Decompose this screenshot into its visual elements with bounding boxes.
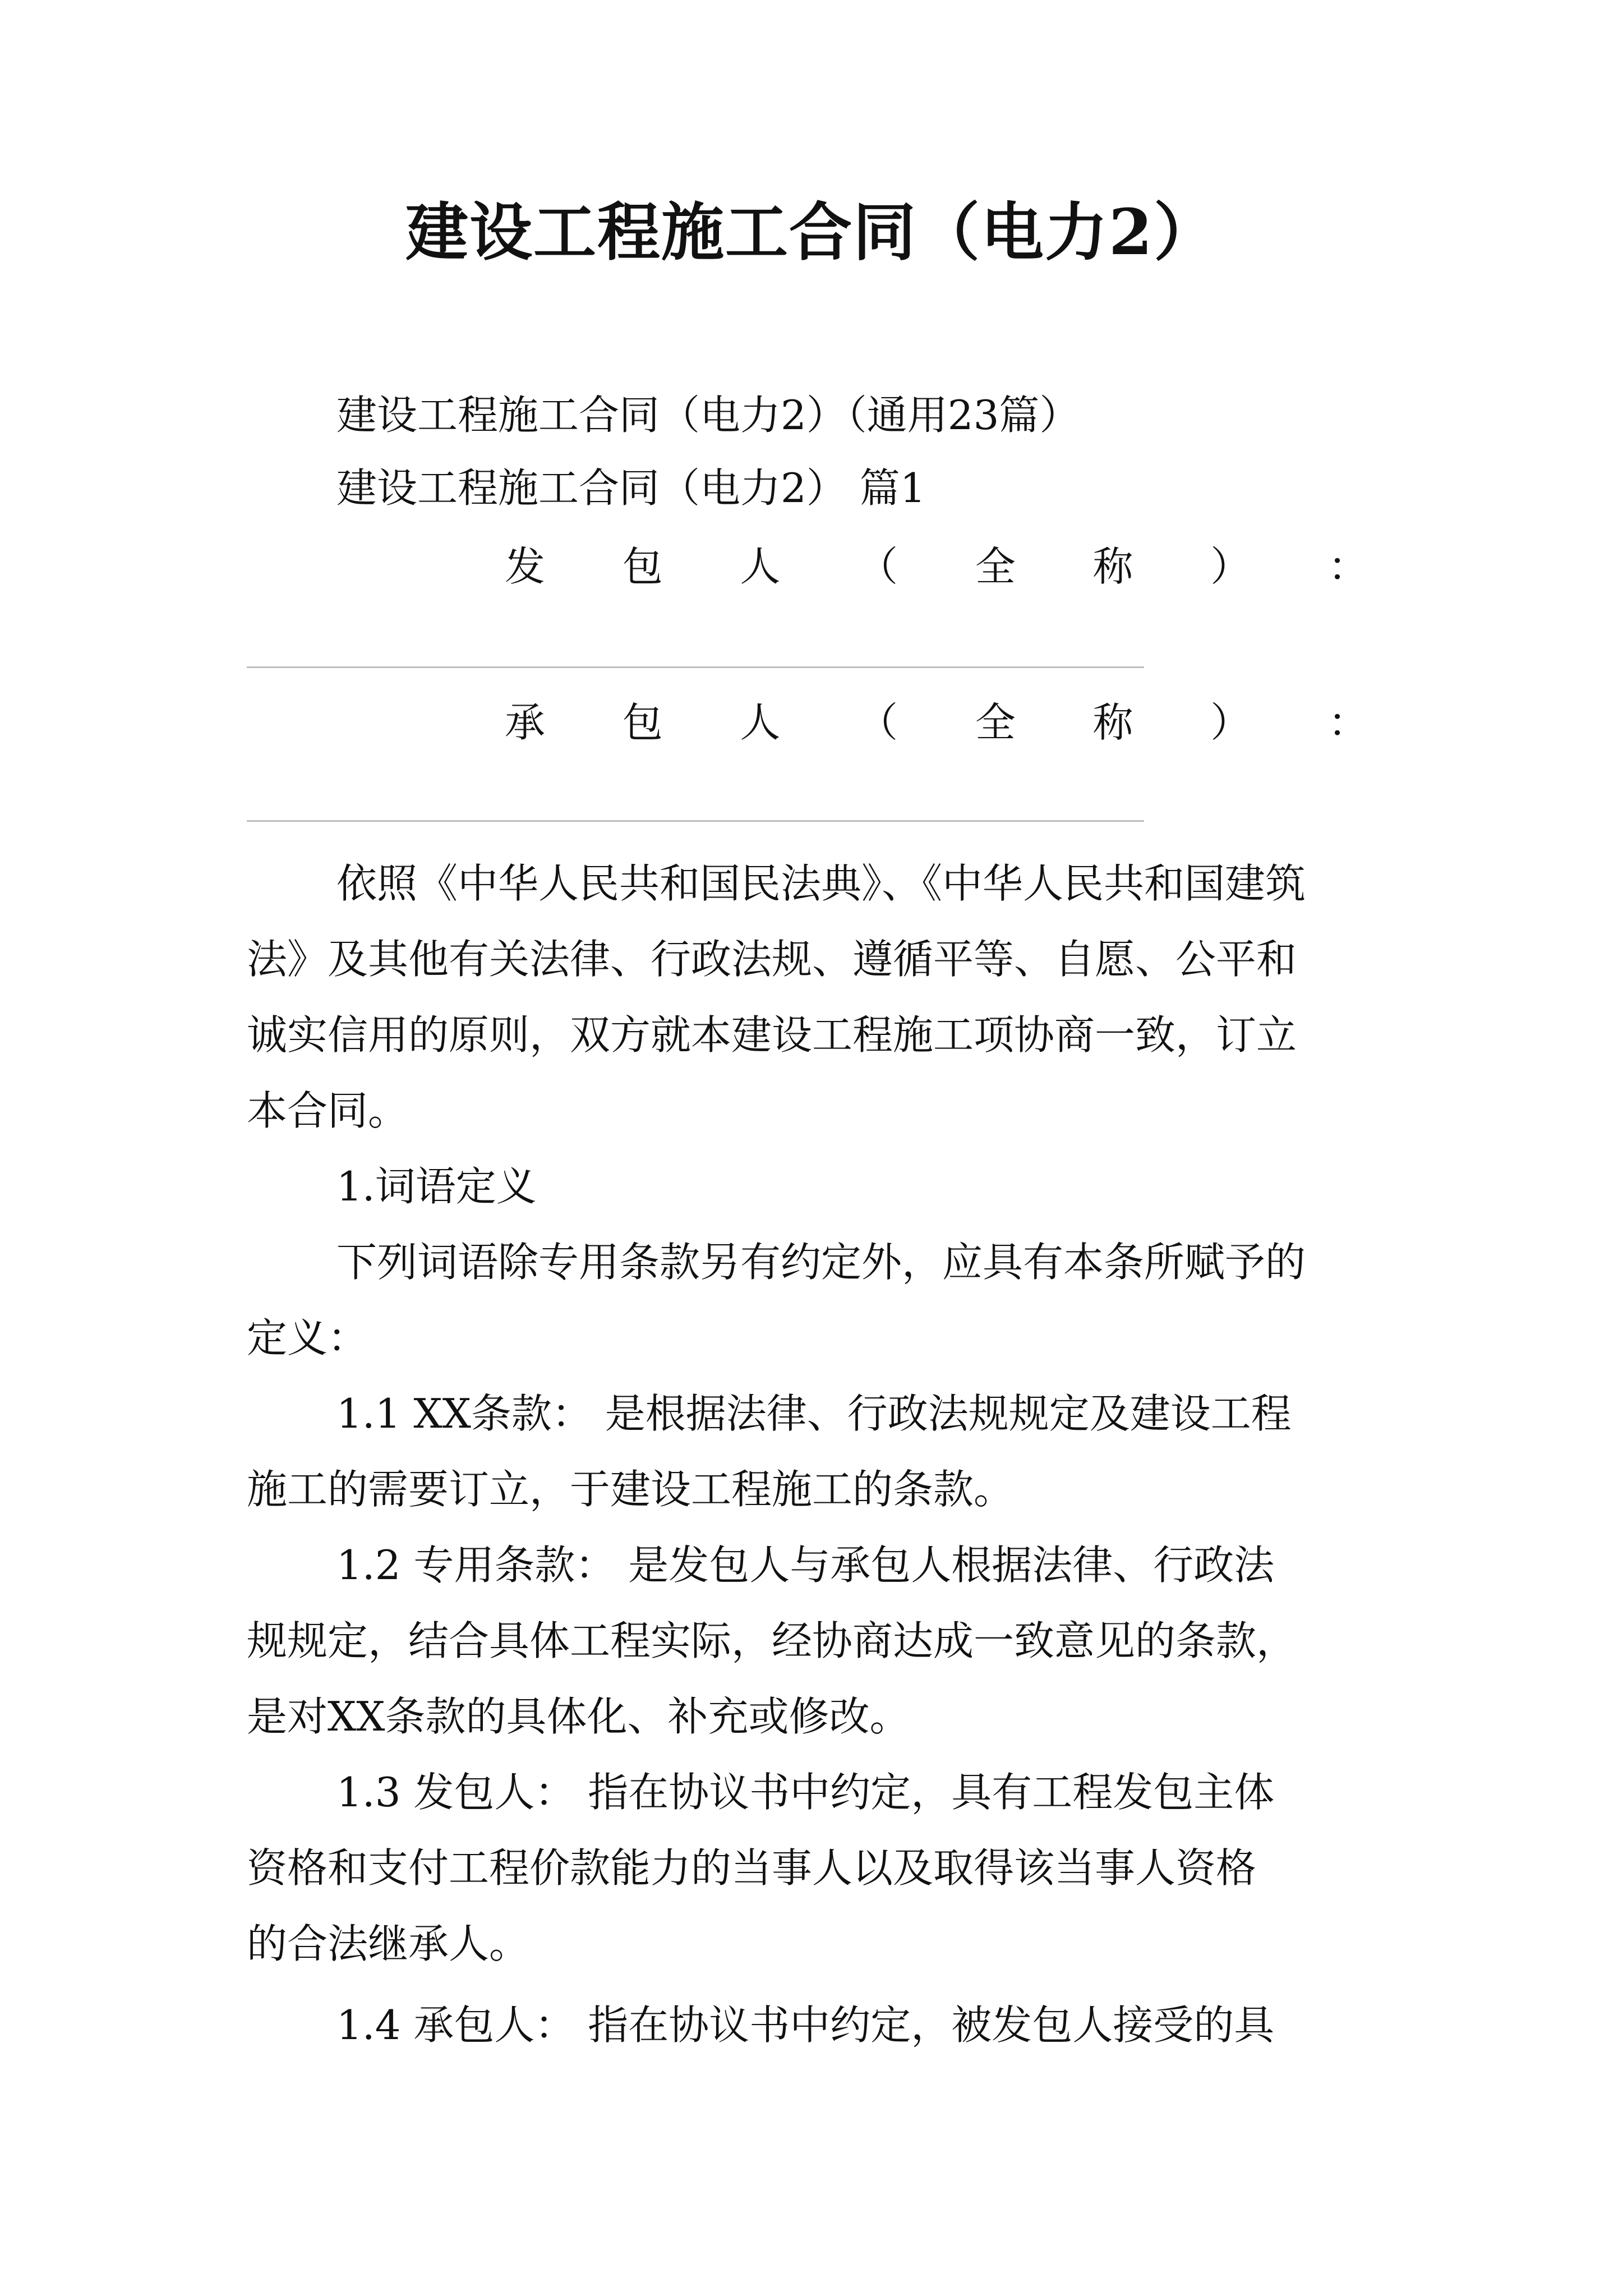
- paragraph-line: 诚实信用的原则，双方就本建设工程施工项协商一致，订立: [247, 1011, 1297, 1059]
- section-heading: 1.词语定义: [336, 1163, 537, 1210]
- paragraph-line: 1.4 承包人： 指在协议书中约定，被发包人接受的具: [336, 2001, 1275, 2049]
- paragraph-line: 依照《中华人民共和国民法典》、《中华人民共和国建筑: [336, 860, 1306, 907]
- paragraph-line: 本合同。: [247, 1087, 409, 1134]
- paragraph-line: 资格和支付工程价款能力的当事人以及取得该当事人资格: [247, 1844, 1257, 1892]
- paragraph-line: 的合法继承人。: [247, 1920, 530, 1967]
- paragraph-line: 规规定，结合具体工程实际，经协商达成一致意见的条款，: [247, 1617, 1297, 1664]
- chapter-heading: 建设工程施工合同（电力2） 篇1: [336, 464, 926, 512]
- subtitle: 建设工程施工合同（电力2）（通用23篇）: [336, 392, 1080, 439]
- paragraph-line: 1.3 发包人： 指在协议书中约定，具有工程发包主体: [336, 1769, 1275, 1816]
- paragraph-line: 1.1 XX条款： 是根据法律、行政法规规定及建设工程: [336, 1390, 1292, 1437]
- paragraph-line: 1.2 专用条款： 是发包人与承包人根据法律、行政法: [336, 1542, 1275, 1589]
- paragraph-line: 法》及其他有关法律、行政法规、遵循平等、自愿、公平和: [247, 936, 1297, 983]
- paragraph-line: 施工的需要订立，于建设工程施工的条款。: [247, 1466, 1015, 1513]
- party-b-label: 承 包 人 （ 全 称 ） ：: [505, 699, 1368, 746]
- document-title: 建设工程施工合同（电力2）: [405, 196, 1218, 269]
- paragraph-line: 定义：: [247, 1314, 368, 1361]
- paragraph-line: 下列词语除专用条款另有约定外，应具有本条所赋予的: [336, 1239, 1306, 1286]
- party-a-label: 发 包 人 （ 全 称 ） ：: [505, 543, 1368, 590]
- party-b-blank-line: [247, 820, 1144, 822]
- party-a-blank-line: [247, 666, 1144, 668]
- paragraph-line: 是对XX条款的具体化、补充或修改。: [247, 1693, 910, 1740]
